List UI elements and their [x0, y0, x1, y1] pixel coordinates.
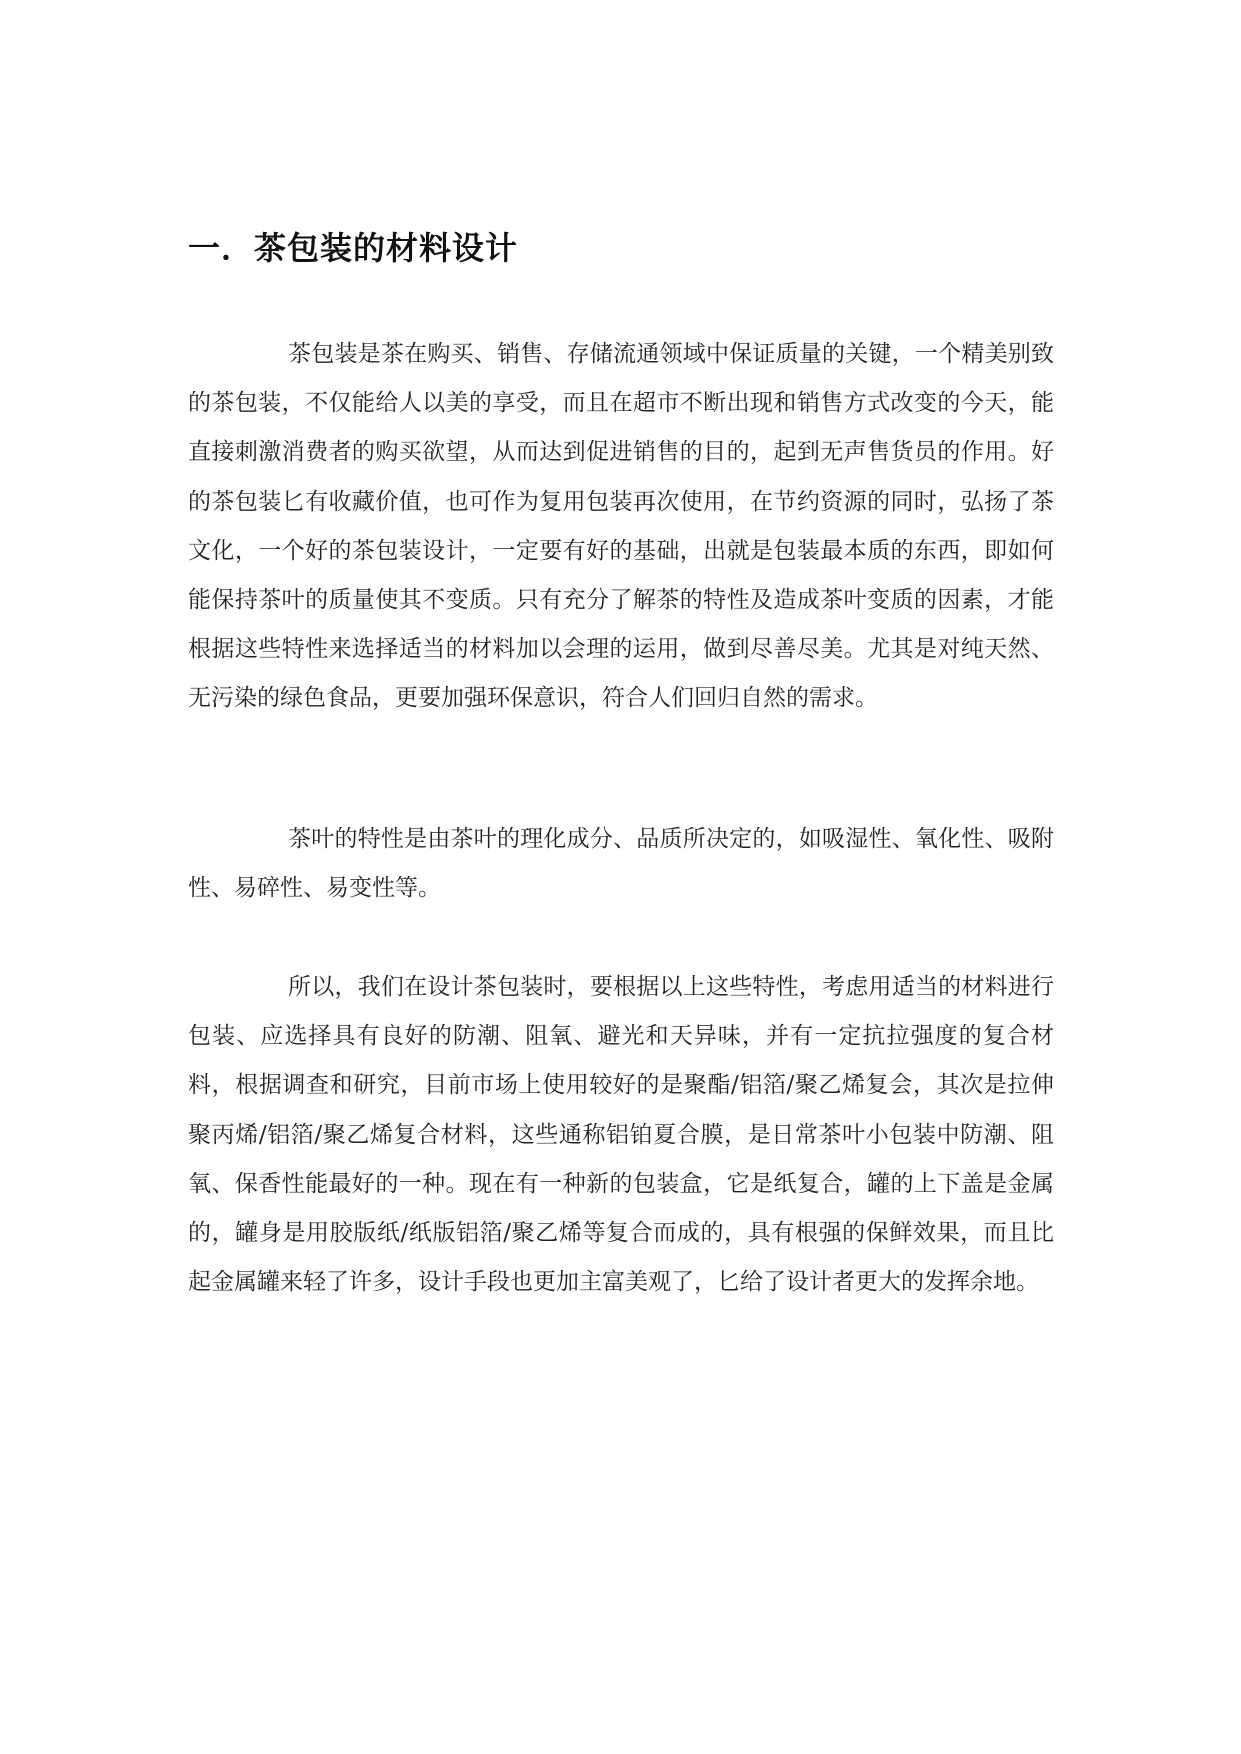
section-heading: 一．茶包装的材料设计: [188, 229, 519, 267]
paragraph-tea-packaging-importance: 茶包装是茶在购买、销售、存储流通领域中保证质量的关键，一个精美别致的茶包装，不仅能给人以美的享受，而且在超市不断出现和销售方式改变的今天，能直接刺激消费者的购买欲望，从而达到促进销售的目的，起到无声售货员的作用。好的茶包装匕有收藏价值，也可作为复用包装再次使用，在节约资源的同时，弘扬了茶文化，一个好的茶包装设计，一定要有好的基础，出就是包装最本质的东西，即如何能保持茶叶的质量使其不变质。只有充分了解茶的特性及造成茶叶变质的因素，才能根据这些特性来选择适当的材料加以会理的运用，做到尽善尽美。尤其是对纯天然、无污染的绿色食品，更要加强环保意识，符合人们回归自然的需求。: [188, 341, 1054, 712]
paragraph-tea-properties: 茶叶的特性是由茶叶的理化成分、品质所决定的，如吸湿性、氧化性、吸附性、易碎性、易变性等。: [188, 826, 1054, 902]
paragraph-packaging-materials: 所以，我们在设计茶包装时，要根据以上这些特性，考虑用适当的材料进行包装、应选择具有良好的防潮、阻氧、避光和天异味，并有一定抗拉强度的复合材料，根据调查和研究，目前市场上使用较好的是聚酯/铝箔/聚乙烯复会，其次是拉伸聚丙烯/铝箔/聚乙烯复合材料，这些通称铝铂夏合膜，是日常茶叶小包装中防潮、阻氧、保香性能最好的一种。现在有一种新的包装盒，它是纸复合，罐的上下盖是金属的，罐身是用胶版纸/纸版铝箔/聚乙烯等复合而成的，具有根强的保鲜效果，而且比起金属罐来轻了许多，设计手段也更加主富美观了，匕给了设计者更大的发挥余地。: [188, 974, 1054, 1296]
